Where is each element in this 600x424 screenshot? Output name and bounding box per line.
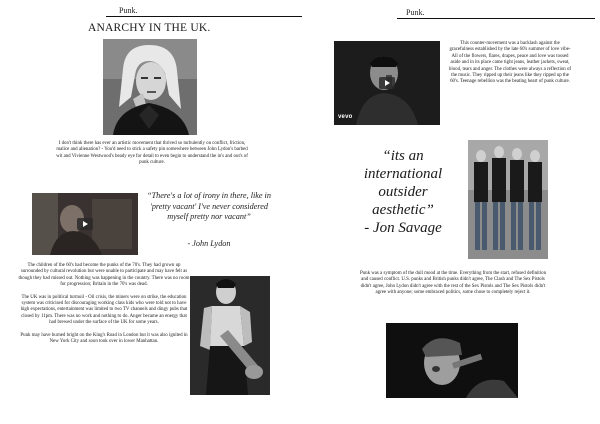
right-intro-paragraph: This counter-movement was a backlash against the gracefulness established by the late 60's summer of love vibe- All of the flowers, flares, drapes, peace and love was tossed aside and in its place came tight jeans, leather jackets, sweat, blood, tears and anger. The clothes were always a reflection of the music. They ripped up their jeans like they ripped up the 60's. Teenage rebellion was the beating heart of punk culture. [448,41,572,85]
page-title: ANARCHY IN THE UK. [88,22,211,34]
quote-author-line: - Jon Savage [364,220,442,236]
portrait-photo [103,39,197,135]
left-header-rule [106,16,302,17]
vevo-logo: vevo [338,114,353,120]
body-paragraph-3: Punk may have burned bright on the King's Road in London but it was also ignited in New York City and soon took over in lower Manhattan. [20,332,188,345]
quote-line-1: “its an [382,148,424,164]
video-thumbnail-left[interactable] [32,193,138,255]
singer-photo [386,323,518,398]
closing-paragraph: Punk was a symptom of the dull mood at the time. Everything from the start, refused definition and caused conflict. U.S. punks and British punks didn't agree, The Clash and The Sex Pistols didn't agree, John Lydon didn't agree with the rest of the Sex Pistols and The Sex Pistols didn't agree with anyone; some embraced politics, some chose to completely reject it. [359,271,547,296]
right-header-label: Punk. [406,8,425,17]
play-icon[interactable] [77,218,93,230]
left-header-label: Punk. [119,6,138,15]
play-icon[interactable] [379,77,395,89]
body-column [18,263,190,351]
quote-author: - John Lydon [187,239,231,248]
band-photo [468,140,548,259]
jon-savage-quote [342,147,464,237]
quote-line-4: aesthetic” [372,202,434,218]
quote-line-3: outsider [378,184,428,200]
right-header-rule [397,18,595,19]
quote-line-2: international [363,166,443,182]
body-paragraph-2: The UK was in political turmoil - Oil crisis, the miners were on strike, the education system was criticised for discouraging working class kids who were told not to have high expectations, entertainment was limited to two TV channels and dingy pubs that closed by 11pm. There was no work and nothing to do. Anger became an energy that had brewed under the surface of the UK for some years. [20,294,188,326]
body-paragraph-1: The children of the 60's had become the punks of the 70's. They had grown up surrounded by cultural revolution but were unable to participate and may have felt as though they had missed out. Nothing was happening in the country. There was no room for progression; Britain in the 70's was dead. [18,263,190,288]
intro-paragraph: I don't think there has ever an artistic movement that thrived so turbulently on conflict, friction, malice and alienation? - You'd need to stick a safety pin somewhere between John Lydon's barbed wit and Vivienne Westwood's beady eye for detail to even begin to understand the in's and out's of punk culture. [56,141,248,166]
bassist-photo [190,276,270,395]
pull-quote: “There's a lot of irony in there, like in 'pretty vacant' I've never considered myself pretty nor vacant” [147,191,271,222]
music-video-thumbnail[interactable] [334,41,440,125]
